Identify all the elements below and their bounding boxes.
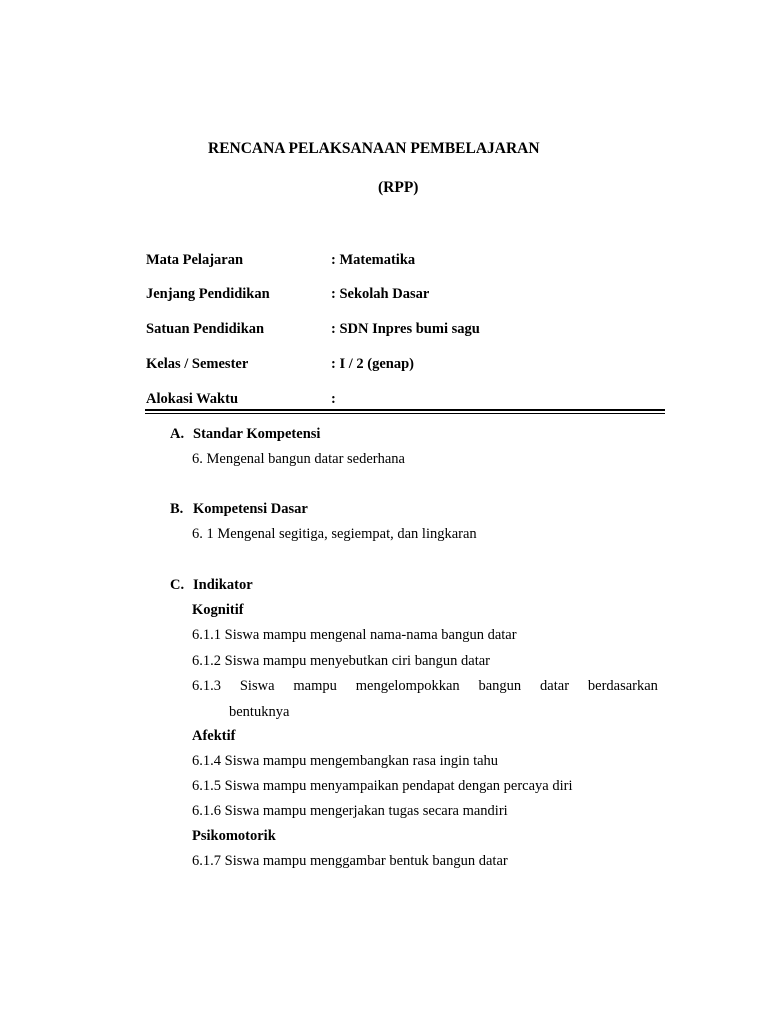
- section-marker: A.: [170, 426, 185, 442]
- list-item: 6. 1 Mengenal segitiga, segiempat, dan lingkaran: [192, 526, 477, 542]
- identity-value: : Matematika: [331, 252, 416, 268]
- identity-label: Alokasi Waktu: [146, 391, 239, 407]
- word: Siswa: [239, 678, 275, 694]
- word: datar: [540, 678, 570, 694]
- subsection-heading: Afektif: [192, 728, 236, 744]
- document-title: RENCANA PELAKSANAAN PEMBELAJARAN: [208, 140, 540, 157]
- section-heading: Indikator: [193, 577, 253, 593]
- list-item: 6.1.5 Siswa mampu menyampaikan pendapat dengan percaya diri: [192, 778, 573, 794]
- document-subtitle: (RPP): [378, 179, 419, 196]
- header-divider-thick: [145, 409, 665, 411]
- word: berdasarkan: [587, 678, 658, 694]
- section-heading: Standar Kompetensi: [193, 426, 321, 442]
- identity-label: Kelas / Semester: [146, 356, 249, 372]
- subsection-heading: Kognitif: [192, 602, 244, 618]
- list-item-justified: [192, 679, 658, 694]
- word: mengelompokkan: [355, 678, 460, 694]
- section-marker: C.: [170, 577, 185, 593]
- list-item: 6.1.4 Siswa mampu mengembangkan rasa ingin tahu: [192, 753, 499, 769]
- identity-label: Mata Pelajaran: [146, 252, 244, 268]
- list-item: 6.1.7 Siswa mampu menggambar bentuk bangun datar: [192, 853, 508, 869]
- identity-label: Satuan Pendidikan: [146, 321, 265, 337]
- list-item: 6. Mengenal bangun datar sederhana: [192, 451, 405, 467]
- section-heading: Kompetensi Dasar: [193, 501, 308, 517]
- identity-label: Jenjang Pendidikan: [146, 286, 270, 302]
- word: bangun: [478, 678, 522, 694]
- word: 6.1.3: [192, 678, 221, 694]
- identity-value: : Sekolah Dasar: [331, 286, 430, 302]
- list-item: 6.1.6 Siswa mampu mengerjakan tugas secara mandiri: [192, 803, 508, 819]
- identity-value: : I / 2 (genap): [331, 356, 414, 372]
- header-divider-thin: [145, 413, 665, 414]
- list-item: 6.1.1 Siswa mampu mengenal nama-nama bangun datar: [192, 627, 517, 643]
- identity-value: :: [331, 391, 336, 407]
- section-marker: B.: [170, 501, 184, 517]
- identity-value: : SDN Inpres bumi sagu: [331, 321, 480, 337]
- word: mampu: [293, 678, 337, 694]
- list-item-continuation: bentuknya: [229, 704, 290, 720]
- subsection-heading: Psikomotorik: [192, 828, 276, 844]
- list-item: 6.1.2 Siswa mampu menyebutkan ciri bangun datar: [192, 653, 490, 669]
